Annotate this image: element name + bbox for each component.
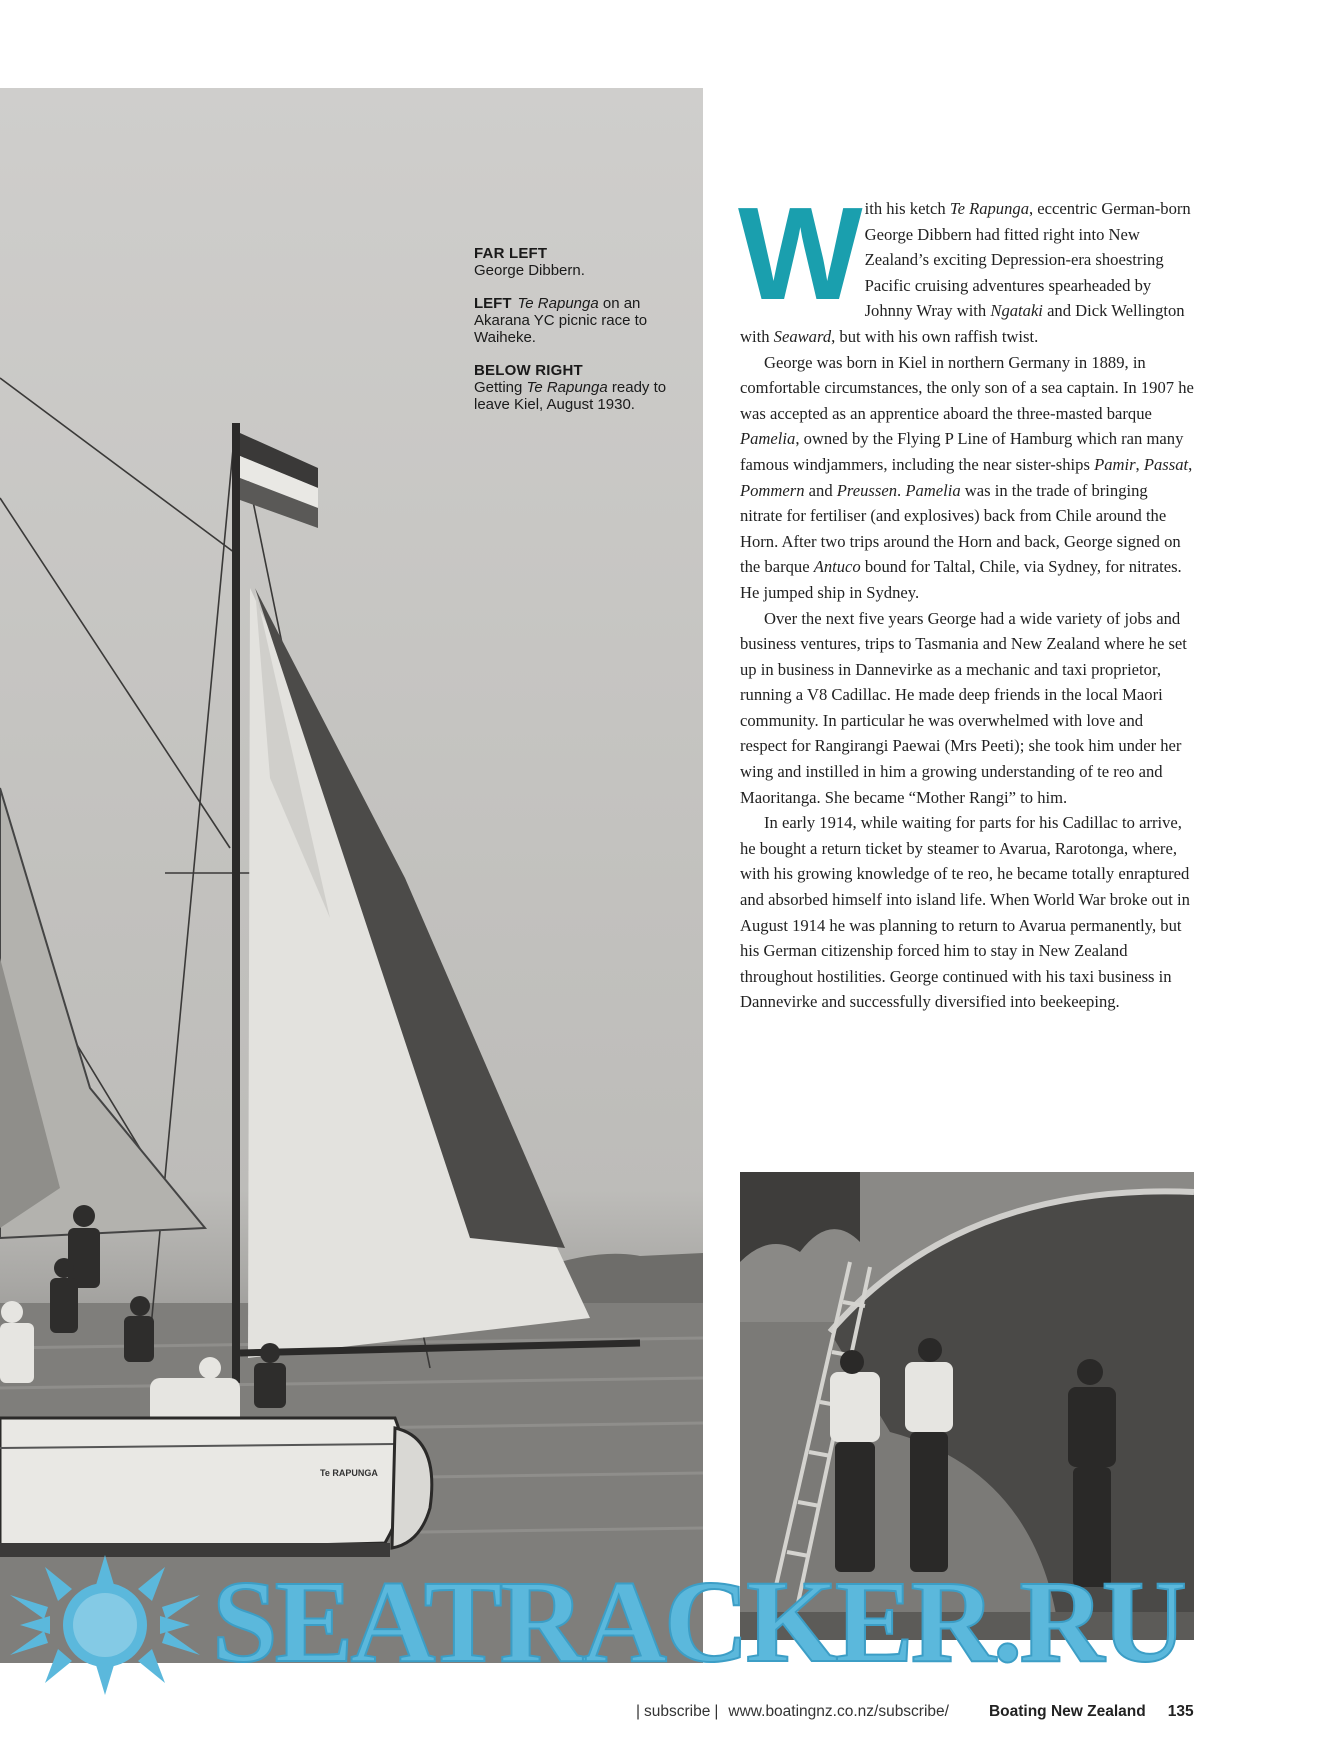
subscribe-link[interactable]: subscribe [644,1703,711,1720]
sun-logo-icon [0,1555,210,1695]
article-body [738,180,1194,1015]
caption-boat-name: Te Rapunga [526,379,608,396]
photo-captions [474,245,674,429]
article-paragraph: George was born in Kiel in northern Germany in 1889, in comfortable circumstances, the only son of a sea captain. In 1907 he was accepted as an apprentice aboard the three-masted barque Pamelia, owned by the Flying P Line of Hamburg which ran many famous windjammers, including the near sister-ships Pamir, Passat, Pommern and Preussen. Pamelia was in the trade of bringing nitrate for fertiliser (and explosives) back from Chile around the Horn. After two trips around the Horn and back, George signed on the barque Antuco bound for Taltal, Chile, via Sydney, for nitrates. He jumped ship in Sydney. [740,352,1194,602]
caption-text: George Dibbern. [474,262,585,279]
caption-text: ready to leave Kiel, August 1930. [474,379,667,413]
caption-left [474,295,674,346]
page-number: 135 [1167,1703,1194,1720]
watermark-text: SEATRACKER.RU [212,1556,1184,1687]
caption-label: BELOW RIGHT [474,362,583,379]
footer-divider: | [714,1703,719,1720]
page-footer [632,1700,1272,1724]
article-paragraph: With his ketch Te Rapunga, eccentric German-born George Dibbern had fitted right into New Zealand’s exciting Depression-era shoestring Pacific cruising adventures spearheaded by Johnny Wray with Ngataki and Dick Wellington with Seaward, but with his own raffish twist. [738,180,1191,346]
caption-label: FAR LEFT [474,245,548,262]
caption-below-right [474,362,674,413]
watermark [0,1555,1341,1695]
magazine-name: Boating New Zealand [988,1703,1146,1720]
caption-text-pre: Getting [474,379,527,396]
caption-boat-name: Te Rapunga [517,295,599,312]
drop-cap: W [738,180,855,327]
subscribe-url-link[interactable]: www.boatingnz.co.nz/subscribe/ [728,1703,949,1720]
article-paragraph: Over the next five years George had a wide variety of jobs and business ventures, trips to Tasmania and New Zealand where he set up in business in Dannevirke as a mechanic and taxi proprietor, running a V8 Cadillac. He made deep friends in the local Maori community. In particular he was overwhelmed with love and respect for Rangirangi Paewai (Mrs Peeti); she took him under her wing and instilled in him a growing understanding of te reo and Maoritanga. She became “Mother Rangi” to him. [740,608,1187,807]
caption-far-left [474,245,674,279]
boat-name-label: Te RAPUNGA [320,1468,378,1478]
footer-divider: | [636,1703,641,1720]
caption-text: on an Akarana YC picnic race to Waiheke. [474,295,648,346]
article-paragraph: In early 1914, while waiting for parts for his Cadillac to arrive, he bought a return ticket by steamer to Avarua, Rarotonga, where, with his growing knowledge of te reo, he became totally enraptured and absorbed himself into island life. When World War broke out in August 1914 he was planning to return to Avarua permanently, but his German citizenship forced him to stay in New Zealand throughout hostilities. George continued with his taxi business in Dannevirke and successfully diversified into beekeeping. [740,813,1190,1012]
caption-label: LEFT [474,295,512,312]
